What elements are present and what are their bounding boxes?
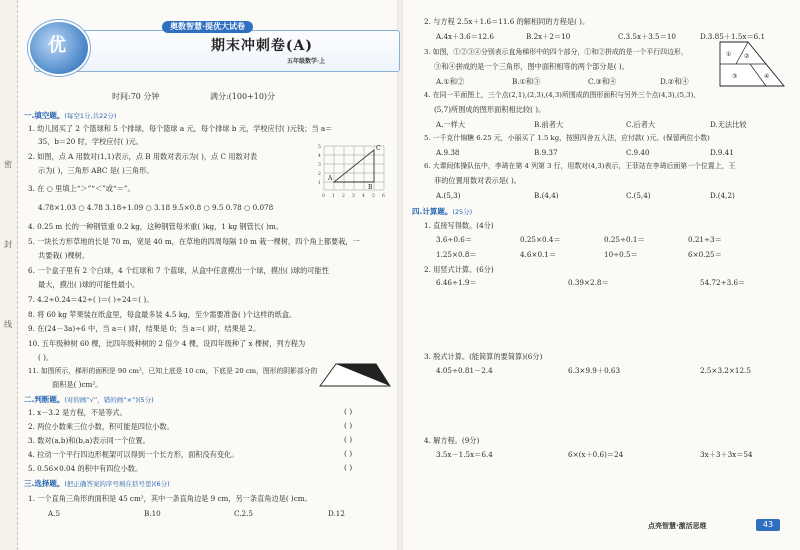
choice-q4-line1: 4. 在同一平面图上，三个点(2,1),(2,3),(4,3)所围成的图形面积与另外三个点(4,3),(5,3), xyxy=(424,91,696,99)
calc-4-item-1: 3.5x－1.5x＝6.4 xyxy=(436,450,493,459)
choice-q1: 1. 一个直角三角形的面积是 45 cm²，其中一条直角边是 9 cm，另一条直角边是( )cm。 xyxy=(28,494,312,503)
fill-q2-line1: 2. 如图，点 A 用数对(1,1)表示，点 B 用数对表示为( )，点 C 用数对表 xyxy=(28,152,258,161)
judge-3: 3. 数对(a,b)和(b,a)表示同一个位置。 xyxy=(28,436,150,445)
choice-q6-d: D.(4,2) xyxy=(710,191,735,200)
section-4-title: 四.计算题。(25分) xyxy=(412,207,473,216)
fill-q10-line2: ( )。 xyxy=(38,353,54,362)
seal-strip xyxy=(0,0,18,550)
piece-3-label: ③ xyxy=(732,73,738,80)
fill-q11-line1: 11. 如图所示，梯形的面积是 90 cm²，已知上底是 10 cm，下底是 20 cm，图形的阴影部分的 xyxy=(28,367,318,375)
page-gutter xyxy=(397,0,403,550)
choice-q3-a: A.①和② xyxy=(436,77,465,86)
piece-2-label: ② xyxy=(744,53,750,60)
choice-q1-d: D.12 xyxy=(328,509,345,518)
choice-q2: 2. 与方程 2.5x＋1.6＝11.6 的解相同的方程是( )。 xyxy=(424,17,590,26)
fill-q6-line2: 最大，摸出( )球的可能性最小。 xyxy=(38,280,140,289)
section-1-title: 一.填空题。(每空1分,共22分) xyxy=(24,111,117,120)
choice-q6-c: C.(5,4) xyxy=(626,191,651,200)
section-3-title: 三.选择题。(把正确答案的序号填在括号里)(6分) xyxy=(24,479,170,488)
calc-1-item-8: 6×0.25＝ xyxy=(688,250,722,259)
piece-1-label: ① xyxy=(726,51,732,58)
grade-subtitle: 五年级数学·上 xyxy=(287,58,326,65)
calc-1-item-1: 3.6÷0.6＝ xyxy=(436,235,473,244)
choice-q1-b: B.10 xyxy=(144,509,161,518)
choice-q3-c: C.③和④ xyxy=(588,77,617,86)
grid-x-2: 2 xyxy=(342,194,345,199)
calc-1-item-6: 4.6×0.1＝ xyxy=(520,250,557,259)
page-number: 43 xyxy=(756,519,780,531)
calc-3-item-3: 2.5×3.2×12.5 xyxy=(700,366,751,375)
piece-4-label: ④ xyxy=(764,73,770,80)
calc-1-title: 1. 直接写得数。(4分) xyxy=(424,221,494,230)
grid-y-5: 5 xyxy=(318,145,321,150)
choice-q6-line2: 菲的位置用数对表示是( )。 xyxy=(434,176,521,185)
choice-q5-a: A.9.38 xyxy=(436,148,460,157)
seal-char-2: 封 xyxy=(4,240,12,249)
choice-q6-a: A.(5,3) xyxy=(436,191,461,200)
grid-y-1: 1 xyxy=(318,181,321,186)
choice-q6-line1: 6. 大课间体操队伍中，李琦在第 4 列第 3 行，用数对(4,3)表示，王菲站在李琦后面第一个位置上，王 xyxy=(424,162,736,170)
calc-3-item-2: 6.3×9.9＋0.63 xyxy=(568,366,621,375)
fill-q1-line2: 35，b＝20 时，学校应付( )元。 xyxy=(38,137,143,146)
grid-x-5: 5 xyxy=(372,194,375,199)
choice-q6-b: B.(4,4) xyxy=(534,191,559,200)
choice-q4-b: B.前者大 xyxy=(534,120,564,129)
fill-q2-line2: 示为( )，三角形 ABC 是( )三角形。 xyxy=(38,166,154,175)
calc-1-item-2: 0.25×0.4＝ xyxy=(520,235,561,244)
calc-1-item-5: 1.25×0.8＝ xyxy=(436,250,477,259)
fill-q5-line2: 共要栽( )棵树。 xyxy=(38,251,90,260)
fill-q10-line1: 10. 五年级种树 60 棵，比四年级种树的 2 倍少 4 棵，设四年级种了 x 棵树，列方程为 xyxy=(28,339,306,348)
point-a-label: A xyxy=(328,175,333,182)
judge-answer-1[interactable]: ( ) xyxy=(344,407,353,416)
choice-q4-a: A.一样大 xyxy=(436,120,466,129)
choice-q5: 5. 一千克什锦糖 6.25 元，小丽买了 1.5 kg，按照四舍五入法，应付款( )元。(保留两位小数) xyxy=(424,134,710,142)
choice-q5-c: C.9.40 xyxy=(626,148,650,157)
judge-answer-2[interactable]: ( ) xyxy=(344,421,353,430)
calc-1-item-3: 0.25÷0.1＝ xyxy=(604,235,645,244)
judge-answer-4[interactable]: ( ) xyxy=(344,449,353,458)
grid-y-2: 2 xyxy=(318,172,321,177)
calc-4-item-2: 6×(x＋0.6)＝24 xyxy=(568,450,624,459)
point-b-label: B xyxy=(368,184,373,191)
fill-q7: 7. 4.2÷0.24＝42÷( )＝( )÷24＝( )。 xyxy=(28,295,154,304)
judge-answer-5[interactable]: ( ) xyxy=(344,463,353,472)
grid-x-1: 1 xyxy=(332,194,335,199)
grid-x-6: 6 xyxy=(382,194,385,199)
choice-q3-line1: 3. 如图，①②③④分别表示直角梯形中的四个部分，①和②拼成的是一个平行四边形， xyxy=(424,48,688,56)
seal-char-3: 线 xyxy=(4,320,12,329)
choice-q3-line2: ③和④拼成的是一个三角形，图中面积相等的两个部分是( )。 xyxy=(434,62,629,71)
footer-slogan: 点亮智慧·激活思维 xyxy=(648,522,707,530)
calc-3-item-1: 4.05÷0.81－2.4 xyxy=(436,366,493,375)
choice-q5-d: D.9.41 xyxy=(710,148,734,157)
grid-y-4: 4 xyxy=(318,154,321,159)
fill-q3-line2: 4.78×1.03 ○ 4.78 3.18÷1.09 ○ 3.18 9.5×0.8 ○ 9.5 0.78 ○ 0.078 xyxy=(38,203,274,212)
choice-q2-c: C.3.5x＋3.5＝10 xyxy=(618,32,676,41)
grid-y-3: 3 xyxy=(318,163,321,168)
trapezoid-pieces-figure xyxy=(718,40,786,88)
judge-2: 2. 两位小数乘三位小数，积可能是四位小数。 xyxy=(28,422,174,431)
calc-1-item-7: 10÷0.5＝ xyxy=(604,250,638,259)
exam-meta xyxy=(112,92,372,102)
calc-2-item-1: 6.46÷1.9＝ xyxy=(436,278,477,287)
choice-q1-a: A.5 xyxy=(48,509,61,518)
judge-answer-3[interactable]: ( ) xyxy=(344,435,353,444)
calc-3-title: 3. 脱式计算。(能简算的要简算)(6分) xyxy=(424,352,543,361)
judge-4: 4. 拉动一个平行四边形框架可以得到一个长方形，面积没有变化。 xyxy=(28,450,239,459)
calc-2-item-3: 54.72÷3.6＝ xyxy=(700,278,746,287)
fill-q1-line1: 1. 幼儿园买了 2 个篮球和 5 个排球，每个篮球 a 元，每个排球 b 元，学校应付( )元钱；当 a＝ xyxy=(28,124,333,133)
fill-q3-line1: 3. 在 ○ 里填上“＞”“＜”或“＝”。 xyxy=(28,184,135,193)
fill-q9: 9. 在(24－3a)÷6 中，当 a＝( )时，结果是 0；当 a＝( )时，结果是 2。 xyxy=(28,324,261,333)
fill-q4: 4. 0.25 m 长的一种钢管重 0.2 kg，这种钢管每米重( )kg，1 kg 钢管长( )m。 xyxy=(28,222,283,231)
choice-q4-line2: (5,7)所围成的图形面积相比较( )。 xyxy=(434,105,546,114)
choice-q4-c: C.后者大 xyxy=(626,120,656,129)
choice-q2-d: D.3.85＋1.5x＝6.1 xyxy=(700,32,766,41)
badge-label: 优 xyxy=(48,35,66,56)
choice-q3-b: B.①和③ xyxy=(512,77,541,86)
fill-q6-line1: 6. 一个盒子里有 2 个白球，4 个红球和 7 个蓝球，从盒中任意摸出一个球，摸出( )球的可能性 xyxy=(28,266,329,275)
calc-1-item-4: 0.21÷3＝ xyxy=(688,235,722,244)
choice-q3-d: D.②和④ xyxy=(660,77,689,86)
trapezoid-figure xyxy=(318,362,392,388)
choice-q4-d: D.无法比较 xyxy=(710,120,747,129)
page-title: 期末冲刺卷(A) xyxy=(210,38,314,54)
grid-x-3: 3 xyxy=(352,194,355,199)
series-banner: 奥数智慧·提优大试卷 xyxy=(162,21,253,33)
grid-x-0: 0 xyxy=(322,194,325,199)
fill-q5-line1: 5. 一块长方形草地的长是 70 m，宽是 40 m，在草地的四周每隔 10 m 栽一棵树，四个角上都要栽，一 xyxy=(28,237,360,246)
judge-5: 5. 0.56×0.04 的积中有四位小数。 xyxy=(28,464,143,473)
fill-q8: 8. 将 60 kg 苹果装在纸盒里，每盒最多装 4.5 kg，至少需要准备( )个这样的纸盒。 xyxy=(28,310,297,319)
choice-q2-a: A.4x＋3.6＝12.6 xyxy=(436,32,494,41)
choice-q2-b: B.2x＋2＝10 xyxy=(526,32,571,41)
calc-4-title: 4. 解方程。(9分) xyxy=(424,436,480,445)
time-limit: 时间:70 分钟 xyxy=(112,92,160,101)
section-2-title: 二.判断题。(对的画“√”，错的画“×”)(5分) xyxy=(24,395,154,404)
seal-char-1: 密 xyxy=(4,160,12,169)
choice-q5-b: B.9.37 xyxy=(534,148,558,157)
calc-4-item-3: 3x＋3＋3x＝54 xyxy=(700,450,753,459)
calc-2-item-2: 0.39×2.8＝ xyxy=(568,278,609,287)
point-c-label: C xyxy=(376,145,381,152)
full-score: 满分:(100+10)分 xyxy=(209,92,276,101)
fill-q11-line2: 面积是( )cm²。 xyxy=(52,380,103,389)
choice-q1-c: C.2.5 xyxy=(234,509,253,518)
calc-2-title: 2. 用竖式计算。(6分) xyxy=(424,265,494,274)
grid-x-4: 4 xyxy=(362,194,365,199)
judge-1: 1. x－3.2 是方程，不是等式。 xyxy=(28,408,127,417)
coordinate-grid-figure xyxy=(316,140,392,200)
